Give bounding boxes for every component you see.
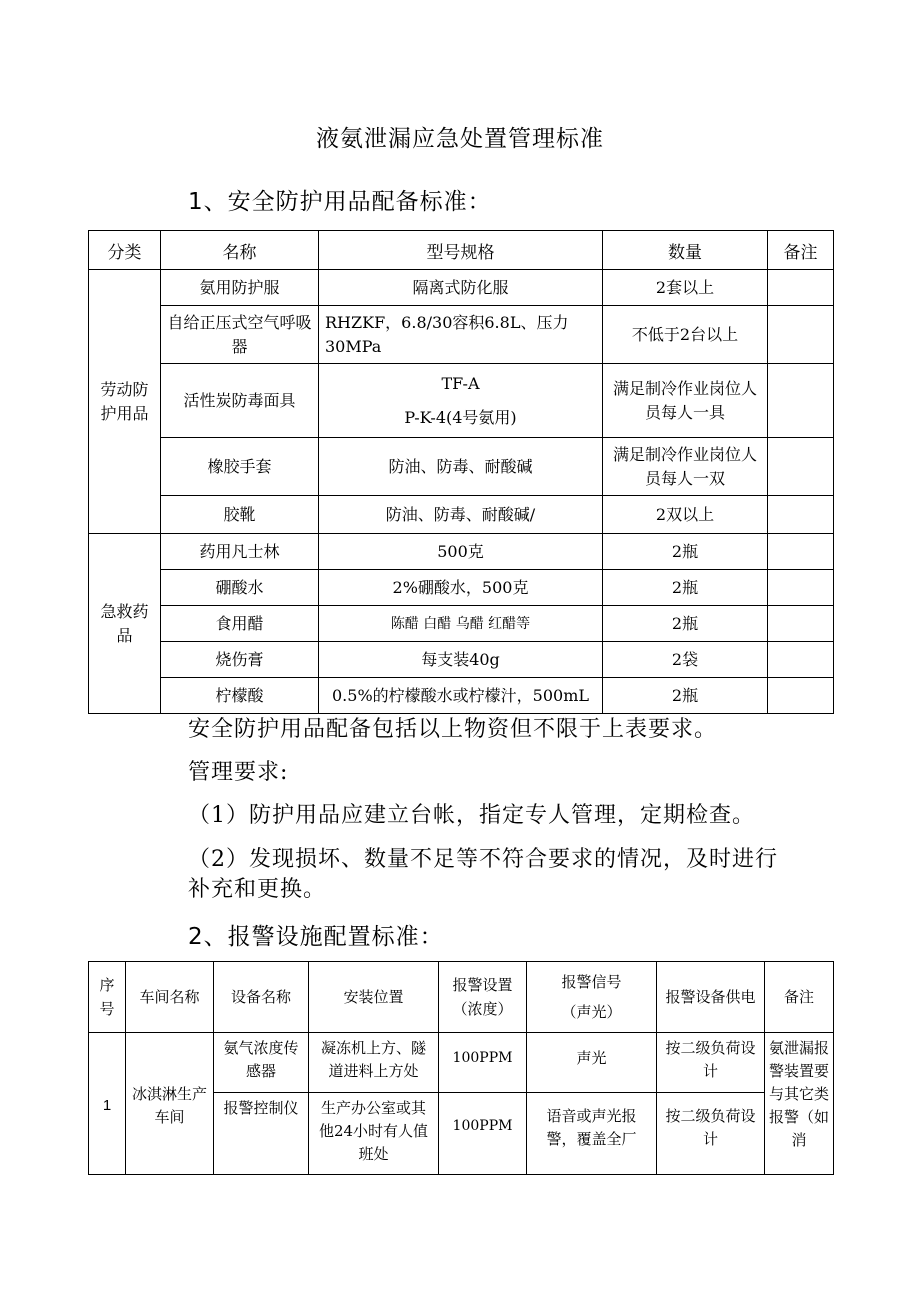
item-remark — [768, 570, 834, 606]
item-spec — [319, 364, 603, 438]
header-device: 设备名称 — [214, 962, 309, 1033]
table-row — [89, 1033, 834, 1093]
item-qty: 不低于2台以上 — [603, 306, 768, 364]
workshop-name: 冰淇淋生产车间 — [126, 1033, 214, 1175]
item-name: 药用凡士林 — [161, 534, 319, 570]
header-location: 安装位置 — [309, 962, 439, 1033]
item-spec: 2%硼酸水，500克 — [319, 570, 603, 606]
header-remark: 备注 — [768, 231, 834, 270]
section1-heading: 1、安全防护用品配备标准： — [188, 189, 492, 215]
header-workshop: 车间名称 — [126, 962, 214, 1033]
item-qty: 满足制冷作业岗位人员每人一具 — [603, 364, 768, 438]
item-qty: 2套以上 — [603, 270, 768, 306]
item-qty: 2双以上 — [603, 496, 768, 534]
item-remark — [768, 642, 834, 678]
item-name: 橡胶手套 — [161, 438, 319, 496]
item-spec: 每支装40g — [319, 642, 603, 678]
item-spec: 防油、防毒、耐酸碱 — [319, 438, 603, 496]
item-remark — [768, 534, 834, 570]
alarm-signal: 语音或声光报警，覆盖全厂 — [527, 1093, 657, 1175]
table-header-row — [89, 231, 834, 270]
item-remark — [768, 678, 834, 714]
item-spec: 500克 — [319, 534, 603, 570]
item-name: 烧伤膏 — [161, 642, 319, 678]
item-name: 硼酸水 — [161, 570, 319, 606]
alarm-setting: 100PPM — [439, 1093, 527, 1175]
item-spec: 0.5%的柠檬酸水或柠檬汁，500mL — [319, 678, 603, 714]
alarm-table — [88, 961, 834, 1175]
item-name: 氨用防护服 — [161, 270, 319, 306]
header-signal-line: 报警信号 — [561, 973, 622, 991]
item-name: 胶靴 — [161, 496, 319, 534]
table-row — [89, 642, 834, 678]
table-row — [89, 270, 834, 306]
paragraph-scope: 安全防护用品配备包括以上物资但不限于上表要求。 — [188, 717, 718, 742]
item-qty: 2瓶 — [603, 606, 768, 642]
item-name: 自给正压式空气呼吸器 — [161, 306, 319, 364]
group-label: 劳动防护用品 — [89, 270, 161, 534]
table-row — [89, 678, 834, 714]
alarm-signal: 声光 — [527, 1033, 657, 1093]
group-label: 急救药品 — [89, 534, 161, 714]
table-row — [89, 438, 834, 496]
power-supply: 按二级负荷设计 — [657, 1033, 765, 1093]
header-power: 报警设备供电 — [657, 962, 765, 1033]
device-name: 氨气浓度传感器 — [214, 1033, 309, 1093]
item-spec: 隔离式防化服 — [319, 270, 603, 306]
table-header-row — [89, 962, 834, 1033]
install-location: 凝冻机上方、隧道进料上方处 — [309, 1033, 439, 1093]
page-title: 液氨泄漏应急处置管理标准 — [316, 126, 604, 152]
item-name: 柠檬酸 — [161, 678, 319, 714]
header-no: 序号 — [89, 962, 126, 1033]
table-row — [89, 534, 834, 570]
table-row — [89, 570, 834, 606]
row-number: 1 — [89, 1033, 126, 1175]
item-qty: 满足制冷作业岗位人员每人一双 — [603, 438, 768, 496]
item-remark — [768, 438, 834, 496]
header-spec: 型号规格 — [319, 231, 603, 270]
spec-line: TF-A — [441, 373, 480, 393]
install-location: 生产办公室或其他24小时有人值班处 — [309, 1093, 439, 1175]
header-remark: 备注 — [765, 962, 834, 1033]
item-remark — [768, 364, 834, 438]
item-qty: 2瓶 — [603, 570, 768, 606]
item-remark — [768, 496, 834, 534]
device-name: 报警控制仪 — [214, 1093, 309, 1175]
item-spec: 陈醋 白醋 乌醋 红醋等 — [319, 606, 603, 642]
power-supply: 按二级负荷设计 — [657, 1093, 765, 1175]
table-row — [89, 496, 834, 534]
paragraph-requirements-heading: 管理要求: — [188, 760, 289, 785]
section2-heading: 2、报警设施配置标准： — [188, 924, 444, 950]
item-qty: 2瓶 — [603, 678, 768, 714]
item-spec: 防油、防毒、耐酸碱/ — [319, 496, 603, 534]
table-row — [89, 606, 834, 642]
paragraph-requirement-2: （2）发现损坏、数量不足等不符合要求的情况，及时进行补充和更换。 — [188, 847, 778, 902]
table-row — [89, 306, 834, 364]
item-name: 活性炭防毒面具 — [161, 364, 319, 438]
header-signal — [527, 962, 657, 1033]
alarm-remark: 氨泄漏报警装置要与其它类报警（如消 — [765, 1033, 834, 1175]
spec-line: P-K-4(4号氨用) — [404, 407, 517, 427]
item-remark — [768, 306, 834, 364]
header-category: 分类 — [89, 231, 161, 270]
paragraph-requirement-1: （1）防护用品应建立台帐，指定专人管理，定期检查。 — [188, 803, 755, 828]
table-row — [89, 364, 834, 438]
item-name: 食用醋 — [161, 606, 319, 642]
alarm-setting: 100PPM — [439, 1033, 527, 1093]
header-name: 名称 — [161, 231, 319, 270]
item-remark — [768, 606, 834, 642]
item-qty: 2袋 — [603, 642, 768, 678]
header-quantity: 数量 — [603, 231, 768, 270]
header-signal-line: （声光） — [561, 1003, 622, 1021]
item-remark — [768, 270, 834, 306]
header-setting: 报警设置（浓度） — [439, 962, 527, 1033]
ppe-table — [88, 230, 834, 714]
item-qty: 2瓶 — [603, 534, 768, 570]
item-spec: RHZKF，6.8/30容积6.8L、压力30MPa — [319, 306, 603, 364]
